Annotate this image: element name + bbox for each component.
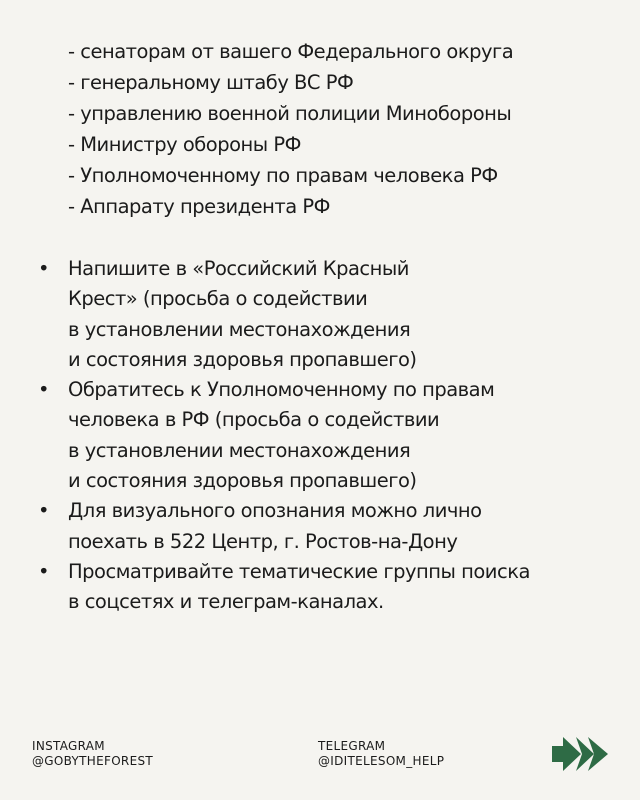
instagram-label: INSTAGRAM: [32, 739, 105, 753]
advice-text: [68, 496, 482, 557]
bullet-icon: •: [38, 559, 50, 583]
advice-text: [68, 557, 530, 618]
advice-line: и состояния здоровья пропавшего): [68, 469, 417, 493]
advice-item-search-groups: [38, 557, 530, 618]
recipient-item: - Уполномоченному по правам человека РФ: [68, 164, 498, 187]
telegram-credit: [318, 739, 444, 769]
recipient-item: - сенаторам от вашего Федерального округа: [68, 40, 514, 63]
recipient-item: - генеральному штабу ВС РФ: [68, 71, 354, 94]
bullet-icon: •: [38, 257, 50, 280]
bullet-icon: •: [38, 378, 50, 402]
advice-item-ombudsman: [38, 375, 530, 496]
advice-text: [68, 375, 494, 496]
advice-text: [68, 254, 417, 375]
telegram-label: TELEGRAM: [318, 739, 386, 753]
advice-line: человека в РФ (просьба о содействии: [68, 408, 440, 432]
recipient-item: - Аппарату президента РФ: [68, 195, 330, 218]
advice-item-red-cross: [38, 254, 530, 375]
double-chevron-right-icon[interactable]: [552, 737, 608, 771]
advice-line: Просматривайте тематические группы поиска: [68, 559, 530, 583]
advice-line: в соцсетях и телеграм-каналах.: [68, 590, 384, 614]
recipient-item: - Министру обороны РФ: [68, 133, 301, 156]
recipient-list: [68, 36, 513, 222]
advice-list: [38, 254, 530, 618]
instagram-handle[interactable]: @GOBYTHEFOREST: [32, 754, 154, 768]
advice-line: Напишите в «Российский Красный: [68, 257, 409, 280]
telegram-handle[interactable]: @IDITELESOM_HELP: [318, 754, 445, 768]
recipient-item: - управлению военной полиции Минобороны: [68, 102, 512, 125]
chevron-right-icon: [552, 737, 581, 771]
advice-line: Крест» (просьба о содействии: [68, 287, 368, 311]
advice-line: и состояния здоровья пропавшего): [68, 347, 417, 371]
advice-line: Для визуального опознания можно лично: [68, 499, 482, 523]
instagram-credit: [32, 739, 153, 769]
advice-line: поехать в 522 Центр, г. Ростов-на-Дону: [68, 529, 458, 553]
advice-item-identification: [38, 496, 530, 557]
advice-line: в установлении местонахождения: [68, 317, 411, 341]
advice-line: Обратитесь к Уполномоченному по правам: [68, 378, 495, 402]
bullet-icon: •: [38, 499, 50, 523]
advice-line: в установлении местонахождения: [68, 438, 411, 462]
